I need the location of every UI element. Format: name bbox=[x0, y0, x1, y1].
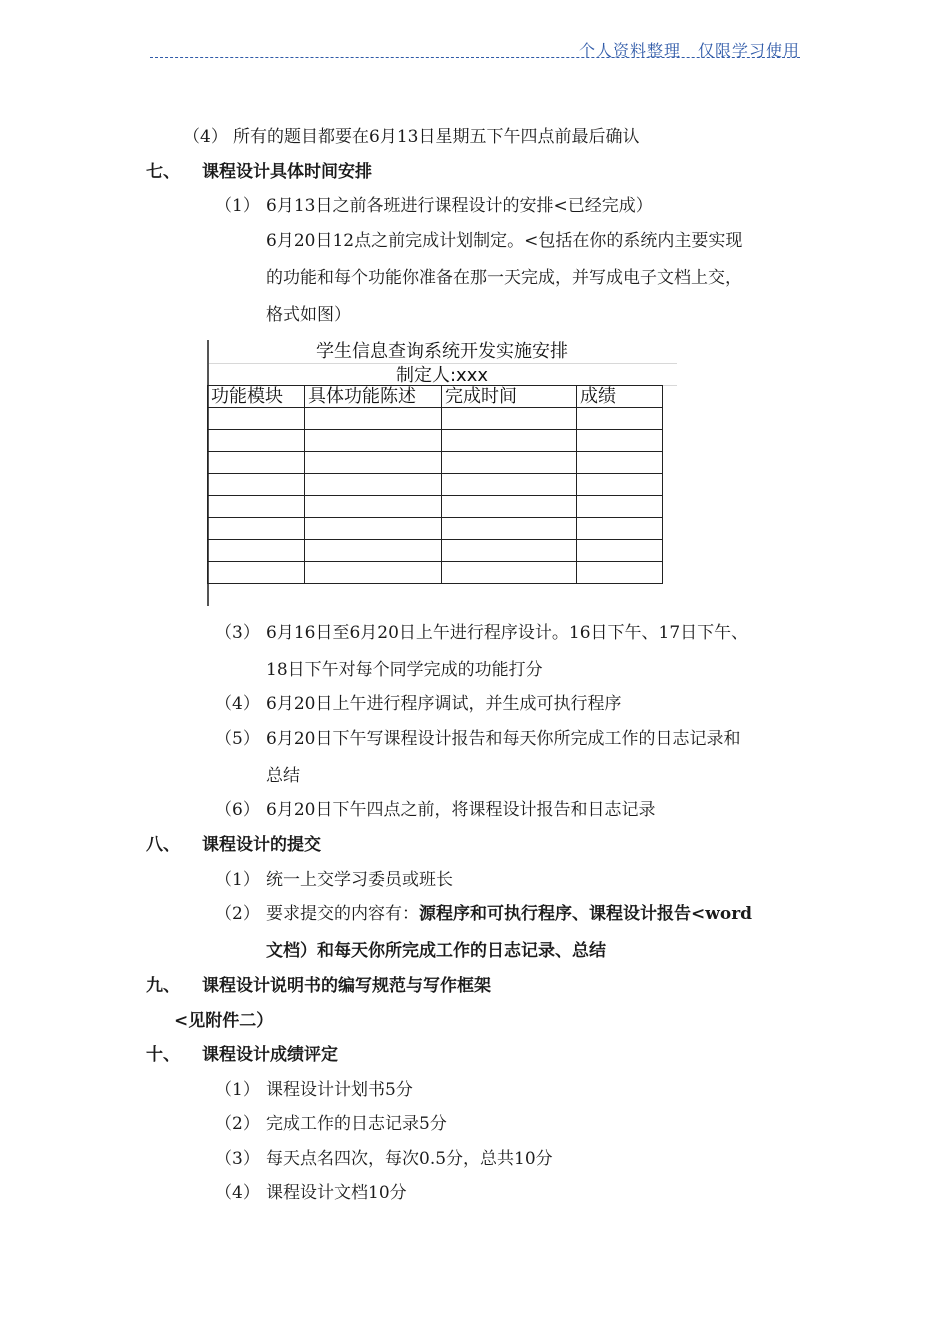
item-number: （1） bbox=[215, 196, 260, 216]
table-cell bbox=[305, 474, 442, 496]
section-number: 十、 bbox=[146, 1045, 180, 1065]
item-number: （1） bbox=[215, 870, 260, 890]
s10-item-1 bbox=[215, 1079, 413, 1101]
item-text: 完成工作的日志记录5分 bbox=[266, 1114, 447, 1134]
table-cell bbox=[208, 408, 305, 430]
item-number: （2） bbox=[215, 1114, 260, 1134]
column-header: 具体功能陈述 bbox=[305, 386, 442, 408]
item-number: （1） bbox=[215, 1080, 260, 1100]
section-number: 九、 bbox=[146, 976, 180, 996]
table-cell bbox=[305, 540, 442, 562]
table-cell bbox=[577, 562, 663, 584]
table-cell bbox=[305, 496, 442, 518]
s8-item-2 bbox=[215, 903, 752, 925]
s7-item-2-line-1: 6月20日12点之前完成计划制定。<包括在你的系统内主要实现 bbox=[266, 231, 743, 251]
item-text-bold: 源程序和可执行程序、课程设计报告<word bbox=[419, 904, 753, 924]
schedule-sheet-image bbox=[207, 340, 677, 606]
section-title: 课程设计具体时间安排 bbox=[202, 162, 372, 182]
table-cell bbox=[442, 562, 577, 584]
table-row bbox=[208, 540, 663, 562]
item-text: 6月13日之前各班进行课程设计的安排<已经完成） bbox=[266, 196, 653, 216]
s7-item-6 bbox=[215, 799, 655, 821]
column-header: 完成时间 bbox=[442, 386, 577, 408]
item-number: （4） bbox=[183, 127, 228, 147]
table-cell bbox=[577, 430, 663, 452]
section-title: 课程设计的提交 bbox=[202, 835, 321, 855]
item-text: 统一上交学习委员或班长 bbox=[266, 870, 453, 890]
section-title: 课程设计说明书的编写规范与写作框架 bbox=[202, 976, 491, 996]
schedule-table bbox=[207, 385, 663, 584]
s7-item-5-line-2: 总结 bbox=[266, 766, 300, 786]
table-row bbox=[208, 496, 663, 518]
section-number: 七、 bbox=[146, 162, 180, 182]
section-number: 八、 bbox=[146, 835, 180, 855]
table-row bbox=[208, 408, 663, 430]
s10-item-4 bbox=[215, 1182, 407, 1204]
s10-item-3 bbox=[215, 1148, 553, 1170]
section-9-note: <见附件二） bbox=[174, 1011, 274, 1031]
item-number: （3） bbox=[215, 1149, 260, 1169]
item-text: 要求提交的内容有： bbox=[266, 904, 419, 924]
section-8-heading bbox=[146, 834, 321, 856]
header-divider bbox=[150, 57, 800, 58]
s7-item-3-line-2: 18日下午对每个同学完成的功能打分 bbox=[266, 660, 543, 680]
table-row bbox=[208, 430, 663, 452]
item-text: 6月16日至6月20日上午进行程序设计。16日下午、17日下午、 bbox=[266, 623, 749, 643]
s7-item-4 bbox=[215, 693, 621, 715]
s8-item-1 bbox=[215, 869, 453, 891]
s10-item-2 bbox=[215, 1113, 447, 1135]
table-cell bbox=[305, 408, 442, 430]
sheet-gridline bbox=[209, 363, 677, 364]
item-text: 6月20日下午写课程设计报告和每天你所完成工作的日志记录和 bbox=[266, 729, 741, 749]
s7-item-5 bbox=[215, 728, 740, 750]
item-text: 每天点名四次，每次0.5分，总共10分 bbox=[266, 1149, 553, 1169]
table-cell bbox=[577, 408, 663, 430]
table-cell bbox=[577, 496, 663, 518]
table-cell bbox=[442, 430, 577, 452]
s7-item-2-line-2: 的功能和每个功能你准备在那一天完成，并写成电子文档上交， bbox=[266, 268, 742, 288]
prev-item-4 bbox=[183, 126, 639, 148]
table-cell bbox=[208, 474, 305, 496]
sheet-title: 学生信息查询系统开发实施安排 bbox=[316, 341, 568, 362]
s8-item-2-line-2: 文档）和每天你所完成工作的日志记录、总结 bbox=[266, 941, 606, 961]
table-cell bbox=[305, 562, 442, 584]
sheet-subtitle: 制定人:xxx bbox=[395, 365, 489, 386]
item-number: （3） bbox=[215, 623, 260, 643]
table-cell bbox=[208, 562, 305, 584]
item-number: （2） bbox=[215, 904, 260, 924]
column-header: 成绩 bbox=[577, 386, 663, 408]
section-7-heading bbox=[146, 161, 372, 183]
table-cell bbox=[577, 452, 663, 474]
table-cell bbox=[442, 452, 577, 474]
item-text: 课程设计文档10分 bbox=[266, 1183, 407, 1203]
table-cell bbox=[305, 518, 442, 540]
table-row bbox=[208, 562, 663, 584]
item-number: （4） bbox=[215, 1183, 260, 1203]
table-cell bbox=[208, 452, 305, 474]
table-header-row bbox=[208, 386, 663, 408]
header-note: 个人资料整理 仅限学习使用 bbox=[578, 41, 800, 60]
s7-item-3 bbox=[215, 622, 748, 644]
section-10-heading bbox=[146, 1044, 338, 1066]
table-row bbox=[208, 474, 663, 496]
item-number: （6） bbox=[215, 800, 260, 820]
table-cell bbox=[577, 540, 663, 562]
item-text: 6月20日下午四点之前，将课程设计报告和日志记录 bbox=[266, 800, 656, 820]
item-number: （5） bbox=[215, 729, 260, 749]
table-cell bbox=[305, 452, 442, 474]
table-cell bbox=[442, 474, 577, 496]
table-row bbox=[208, 452, 663, 474]
item-number: （4） bbox=[215, 694, 260, 714]
table-cell bbox=[442, 408, 577, 430]
item-text: 所有的题目都要在6月13日星期五下午四点前最后确认 bbox=[233, 127, 640, 147]
table-row bbox=[208, 518, 663, 540]
table-cell bbox=[305, 430, 442, 452]
table-cell bbox=[208, 540, 305, 562]
column-header: 功能模块 bbox=[208, 386, 305, 408]
section-9-heading bbox=[146, 975, 491, 997]
item-text: 6月20日上午进行程序调试，并生成可执行程序 bbox=[266, 694, 622, 714]
table-cell bbox=[442, 518, 577, 540]
table-cell bbox=[577, 518, 663, 540]
table-cell bbox=[442, 496, 577, 518]
table-cell bbox=[208, 518, 305, 540]
s7-item-1 bbox=[215, 195, 653, 217]
table-cell bbox=[208, 496, 305, 518]
s7-item-2-line-3: 格式如图） bbox=[266, 305, 351, 325]
table-cell bbox=[577, 474, 663, 496]
item-text: 课程设计计划书5分 bbox=[266, 1080, 413, 1100]
table-cell bbox=[208, 430, 305, 452]
section-title: 课程设计成绩评定 bbox=[202, 1045, 338, 1065]
table-cell bbox=[442, 540, 577, 562]
